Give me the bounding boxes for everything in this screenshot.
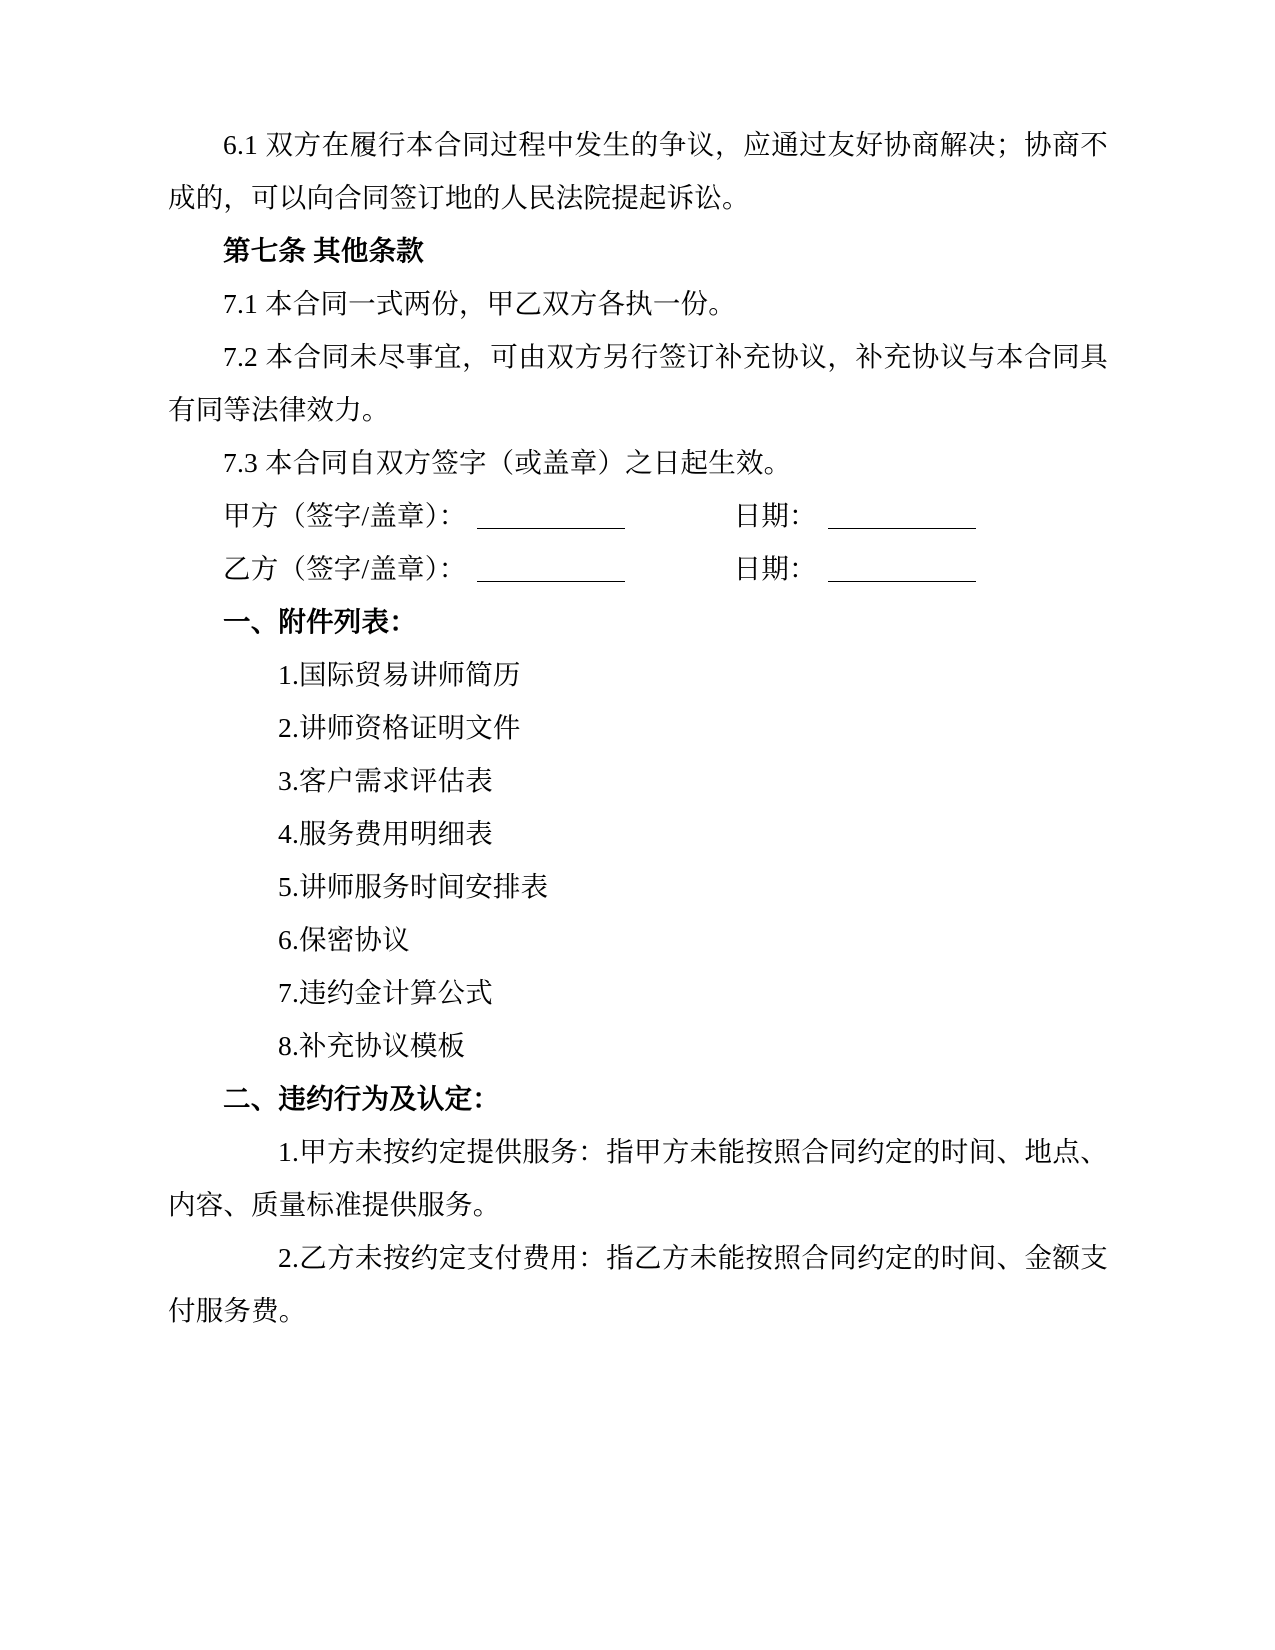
appendix-heading: 一、附件列表： xyxy=(223,606,417,637)
clause-7-1: 7.1 本合同一式两份，甲乙双方各执一份。 xyxy=(223,288,736,319)
list-item-label: 乙方未按约定支付费用：指乙方未能按照合同约定的时间、金额支付服务费。 xyxy=(168,1242,1108,1326)
list-item xyxy=(168,648,1108,701)
clause-7-3: 7.3 本合同自双方签字（或盖章）之日起生效。 xyxy=(223,447,792,478)
breach-heading: 二、违约行为及认定： xyxy=(223,1083,500,1114)
list-item xyxy=(168,966,1108,1019)
list-item-number: 2. xyxy=(278,712,300,743)
list-item-label: 违约金计算公式 xyxy=(299,977,493,1008)
party-a-label: 甲方（签字/盖章）： xyxy=(223,500,467,531)
list-item-number: 6. xyxy=(278,924,300,955)
party-b-date-label: 日期： xyxy=(733,553,817,584)
list-item xyxy=(168,1125,1108,1231)
list-item xyxy=(168,754,1108,807)
list-item-number: 2. xyxy=(278,1242,300,1273)
list-item xyxy=(168,1019,1108,1072)
list-item xyxy=(168,913,1108,966)
party-b-signature-line xyxy=(477,581,625,582)
list-item-label: 保密协议 xyxy=(299,924,410,955)
clause-6-1: 6.1 双方在履行本合同过程中发生的争议，应通过友好协商解决；协商不成的，可以向合同签订地的人民法院提起诉讼。 xyxy=(168,129,1108,213)
list-item-number: 1. xyxy=(278,1136,300,1167)
clause-7-2: 7.2 本合同未尽事宜，可由双方另行签订补充协议，补充协议与本合同具有同等法律效力。 xyxy=(168,341,1108,425)
party-a-signature-line xyxy=(477,528,625,529)
list-item-number: 3. xyxy=(278,765,300,796)
party-b-date-line xyxy=(828,581,976,582)
list-item-number: 5. xyxy=(278,871,300,902)
list-item-label: 讲师资格证明文件 xyxy=(299,712,521,743)
list-item-number: 1. xyxy=(278,659,300,690)
signature-row-party-b xyxy=(168,542,1108,595)
list-item-label: 国际贸易讲师简历 xyxy=(299,659,521,690)
signature-row-party-a xyxy=(168,489,1108,542)
party-a-date-line xyxy=(828,528,976,529)
list-item xyxy=(168,860,1108,913)
list-item-label: 甲方未按约定提供服务：指甲方未能按照合同约定的时间、地点、内容、质量标准提供服务。 xyxy=(168,1136,1108,1220)
list-item xyxy=(168,1231,1108,1337)
list-item-label: 客户需求评估表 xyxy=(299,765,493,796)
list-item-number: 7. xyxy=(278,977,300,1008)
list-item-number: 4. xyxy=(278,818,300,849)
party-a-date-label: 日期： xyxy=(733,500,817,531)
list-item-label: 服务费用明细表 xyxy=(299,818,493,849)
list-item-number: 8. xyxy=(278,1030,300,1061)
list-item-label: 讲师服务时间安排表 xyxy=(299,871,549,902)
document-body xyxy=(168,118,1108,1337)
section-seven-heading: 第七条 其他条款 xyxy=(223,235,424,266)
party-b-label: 乙方（签字/盖章）： xyxy=(223,553,467,584)
list-item xyxy=(168,807,1108,860)
list-item xyxy=(168,701,1108,754)
list-item-label: 补充协议模板 xyxy=(299,1030,466,1061)
